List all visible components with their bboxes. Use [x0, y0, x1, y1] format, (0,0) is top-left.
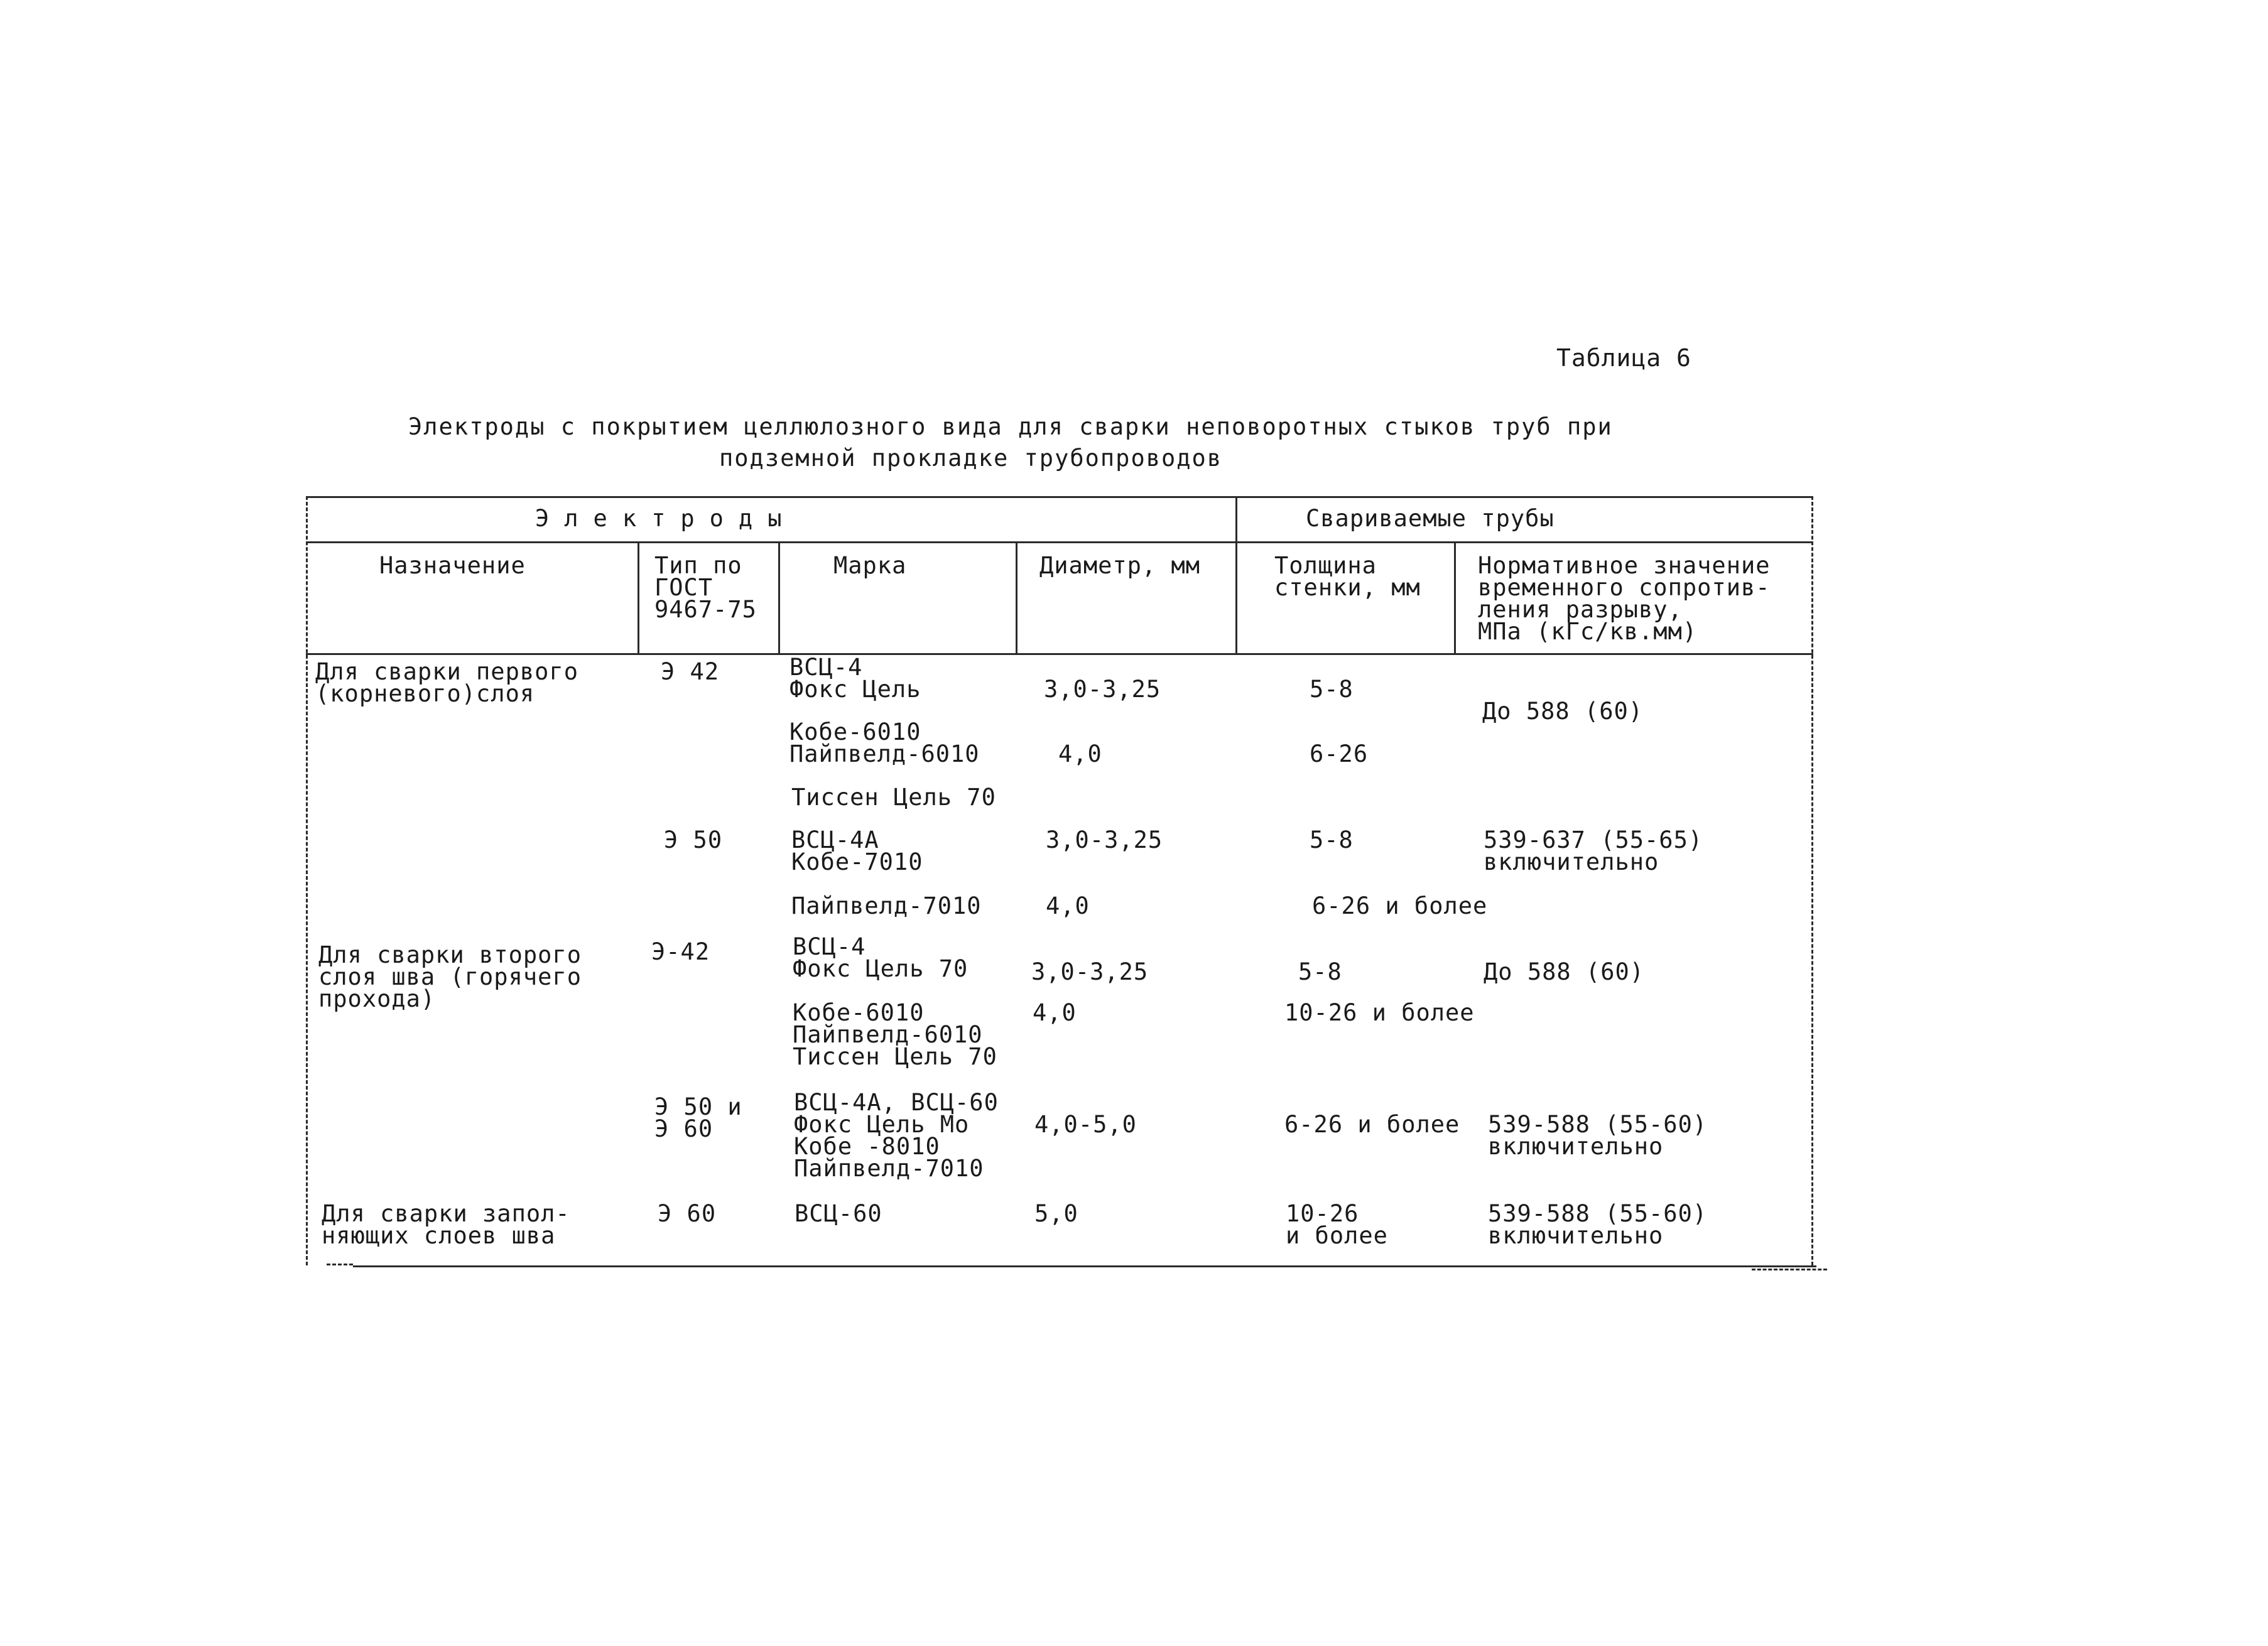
header-bottom-border: [306, 653, 1813, 655]
cell-type-5: Э 60: [658, 1200, 717, 1227]
col-header-wall: Толщина стенки, мм: [1274, 552, 1421, 601]
cell-strength-2: 539-637 (55-65) включительно: [1484, 826, 1703, 875]
col-divider-wall-strength: [1454, 541, 1456, 653]
cell-strength-3: До 588 (60): [1484, 958, 1645, 985]
cell-brand-3: Тиссен Цель 70: [791, 784, 996, 811]
cell-brand-5: Пайпвелд-7010: [791, 892, 982, 919]
col-header-type: Тип по ГОСТ 9467-75: [654, 552, 757, 623]
col-divider-type-brand: [778, 541, 780, 653]
cell-wall-8: 10-26 и более: [1286, 1200, 1388, 1249]
cell-wall-4: 6-26 и более: [1312, 892, 1488, 919]
cell-strength-5: 539-588 (55-60) включительно: [1488, 1200, 1708, 1249]
group-header-pipes: Свариваемые трубы: [1306, 505, 1555, 532]
cell-type-4: Э 50 и Э 60: [654, 1093, 742, 1142]
group-header-divider: [306, 541, 1813, 543]
table-bottom-border: [353, 1265, 1816, 1267]
cell-diameter-3: 3,0-3,25: [1046, 826, 1163, 853]
cell-purpose-hot-pass: Для сварки второго слоя шва (горячего прохода): [318, 941, 582, 1012]
col-divider-brand-diameter: [1016, 541, 1017, 653]
cell-strength-1: До 588 (60): [1482, 698, 1644, 725]
cell-strength-4: 539-588 (55-60) включительно: [1488, 1111, 1708, 1160]
cell-diameter-6: 4,0: [1033, 999, 1077, 1026]
table-title-line-2: подземной прокладке трубопроводов: [719, 445, 1223, 472]
cell-diameter-4: 4,0: [1046, 892, 1090, 919]
cell-type-3: Э-42: [651, 938, 710, 965]
cell-type-2: Э 50: [664, 826, 723, 853]
table-bottom-dash-left: [327, 1264, 353, 1265]
cell-purpose-root-layer: Для сварки первого (корневого)слоя: [315, 658, 578, 707]
cell-brand-9: ВСЦ-60: [795, 1200, 882, 1227]
cell-brand-4: ВСЦ-4А Кобе-7010: [791, 826, 923, 875]
group-divider: [1235, 496, 1237, 653]
cell-diameter-1: 3,0-3,25: [1044, 676, 1161, 703]
cell-brand-8: ВСЦ-4А, ВСЦ-60 Фокс Цель Мо Кобе -8010 Пайпвелд-7010: [794, 1089, 999, 1182]
group-header-electrodes: Электроды: [535, 505, 797, 532]
electrodes-table: [306, 496, 1813, 1265]
cell-brand-7: Кобе-6010 Пайпвелд-6010 Тиссен Цель 70: [793, 999, 997, 1070]
col-header-strength: Нормативное значение временного сопротив- ления разрыву, МПа (кГс/кв.мм): [1478, 552, 1771, 645]
cell-brand-1: ВСЦ-4 Фокс Цель: [789, 654, 921, 703]
cell-diameter-2: 4,0: [1058, 740, 1102, 767]
cell-brand-6: ВСЦ-4 Фокс Цель 70: [793, 933, 969, 982]
cell-wall-7: 6-26 и более: [1284, 1111, 1460, 1138]
table-bottom-dash-right: [1752, 1269, 1827, 1270]
cell-diameter-5: 3,0-3,25: [1031, 958, 1149, 985]
cell-wall-2: 6-26: [1310, 740, 1369, 767]
cell-wall-6: 10-26 и более: [1284, 999, 1475, 1026]
col-header-brand: Марка: [833, 552, 907, 579]
table-right-border: [1811, 496, 1813, 1265]
table-title-line-1: Электроды с покрытием целлюлозного вида для сварки неповоротных стыков труб при: [408, 413, 1613, 440]
table-top-border: [306, 496, 1813, 498]
cell-wall-5: 5-8: [1298, 958, 1342, 985]
cell-type-1: Э 42: [661, 658, 720, 685]
cell-purpose-fill-layers: Для сварки запол- няющих слоев шва: [322, 1200, 570, 1249]
col-divider-purpose-type: [638, 541, 639, 653]
col-header-purpose: Назначение: [379, 552, 526, 579]
cell-wall-1: 5-8: [1310, 676, 1354, 703]
cell-diameter-7: 4,0-5,0: [1034, 1111, 1137, 1138]
cell-brand-2: Кобе-6010 Пайпвелд-6010: [789, 718, 980, 767]
cell-wall-3: 5-8: [1310, 826, 1354, 853]
table-left-border: [306, 496, 308, 1265]
col-header-diameter: Диаметр, мм: [1039, 552, 1201, 579]
cell-diameter-8: 5,0: [1034, 1200, 1078, 1227]
table-caption: Таблица 6: [1556, 344, 1691, 372]
